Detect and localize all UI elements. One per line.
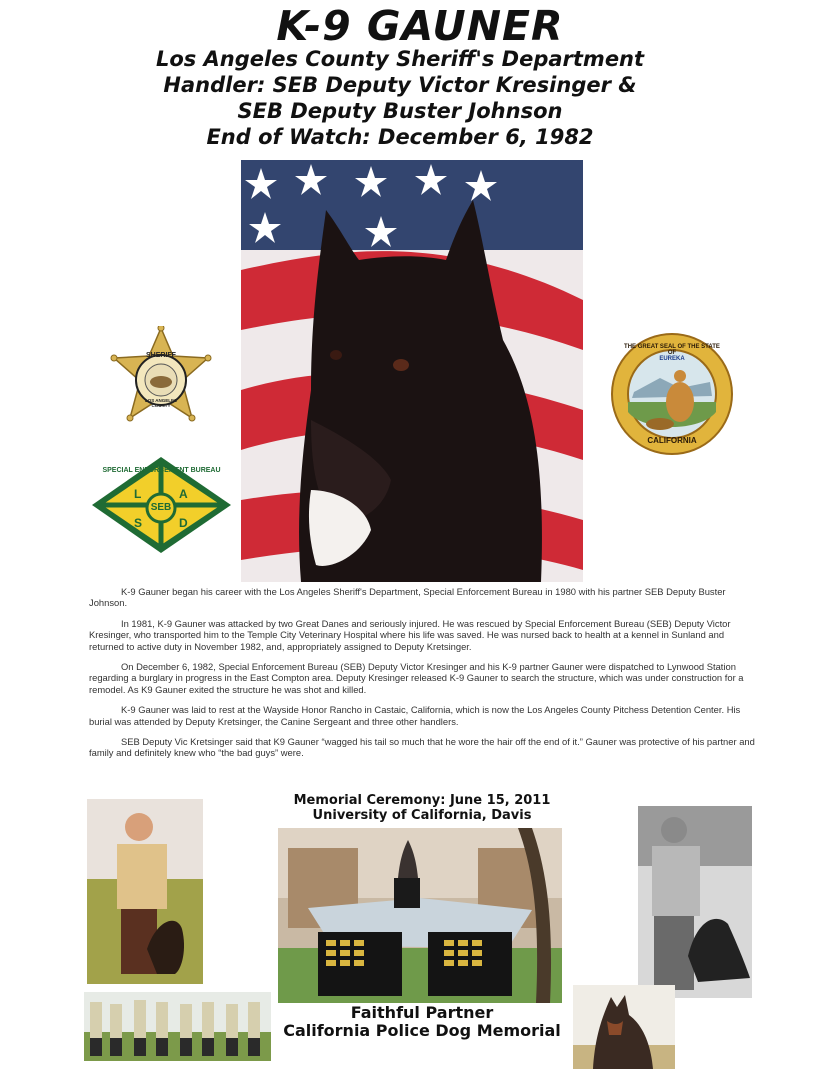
patch-letter-l: L <box>134 487 142 501</box>
seb-patch <box>90 455 233 555</box>
patch-letter-d: D <box>179 516 188 530</box>
sheriff-star-badge <box>110 326 212 436</box>
bio-paragraph: In 1981, K-9 Gauner was attacked by two Great Danes and seriously injured. He was rescued by Special Enforcement Bureau (SEB) Deputy Victor Kresinger, who transported him to the Temple City Veterinary Hospital where his life was saved. He was nursed back to health at a kennel in Sunland and returned to active duty in November 1982, and, appropriately assigned to Deputy Kretsinger. <box>89 617 731 652</box>
bio-paragraph: K-9 Gauner was laid to rest at the Wayside Honor Rancho in Castaic, California, which is now the Los Angeles County Pitchess Detention Center. His burial was attended by Deputy Kretsinger, the Canine Sergeant and three other handlers. <box>89 704 741 727</box>
badge-bottom-text: LOS ANGELES COUNTY <box>144 398 178 408</box>
patch-letter-a: A <box>179 487 188 501</box>
flag-and-dog-photo <box>241 160 583 582</box>
bio-paragraph: K-9 Gauner began his career with the Los Angeles Sheriff's Department, Special Enforcement Bureau in 1980 with his partner SEB Deputy Buster Johnson. <box>89 586 726 609</box>
patch-center-text: SEB <box>150 502 172 513</box>
handlers-group-photo <box>84 992 271 1061</box>
dog-sitting-photo <box>573 985 675 1069</box>
patch-arc-text: SPECIAL ENFORCEMENT BUREAU <box>102 467 221 474</box>
handler-line-2: SEB Deputy Buster Johnson <box>237 99 563 123</box>
memorial-location: University of California, Davis <box>312 808 532 823</box>
deputy-with-dog-photo-right <box>638 806 752 998</box>
main-dog-portrait <box>241 160 583 582</box>
california-state-seal <box>610 332 734 456</box>
handler-line-1: Handler: SEB Deputy Victor Kresinger & <box>163 73 637 97</box>
memorial-ceremony-date: Memorial Ceremony: June 15, 2011 <box>293 793 551 808</box>
end-of-watch: End of Watch: December 6, 1982 <box>206 125 594 149</box>
memorial-caption-name: California Police Dog Memorial <box>283 1021 561 1040</box>
department-line: Los Angeles County Sheriff's Department <box>155 47 645 71</box>
deputy-with-dog-photo-left <box>87 799 203 984</box>
bio-paragraph: On December 6, 1982, Special Enforcement Bureau (SEB) Deputy Victor Kresinger and his K-9 partner Gauner were dispatched to Lynwood Station regarding a burglary in progress in the East Compton area. Deputy Kresinger released K-9 Gauner to search the structure, which was under construction for a remodel. As K9 Gauner exited the structure he was shot and killed. <box>89 661 744 695</box>
patch-letter-s: S <box>134 516 143 530</box>
seal-ring-top: THE GREAT SEAL OF THE STATE OF <box>624 344 720 356</box>
badge-top-text: SHERIFF <box>146 352 176 359</box>
page-title: K-9 GAUNER <box>276 2 564 50</box>
biography-text <box>89 586 759 768</box>
seal-motto: EUREKA <box>659 356 685 362</box>
memorial-caption-partner: Faithful Partner <box>350 1003 494 1022</box>
seal-ring-bottom: CALIFORNIA <box>647 436 697 445</box>
bio-paragraph: SEB Deputy Vic Kretsinger said that K9 Gauner “wagged his tail so much that he wore the hair off the end of it.” Gauner was protective of his partner and family and definitely knew who “the bad guys” were. <box>89 736 755 759</box>
memorial-statue-photo <box>278 828 562 1003</box>
